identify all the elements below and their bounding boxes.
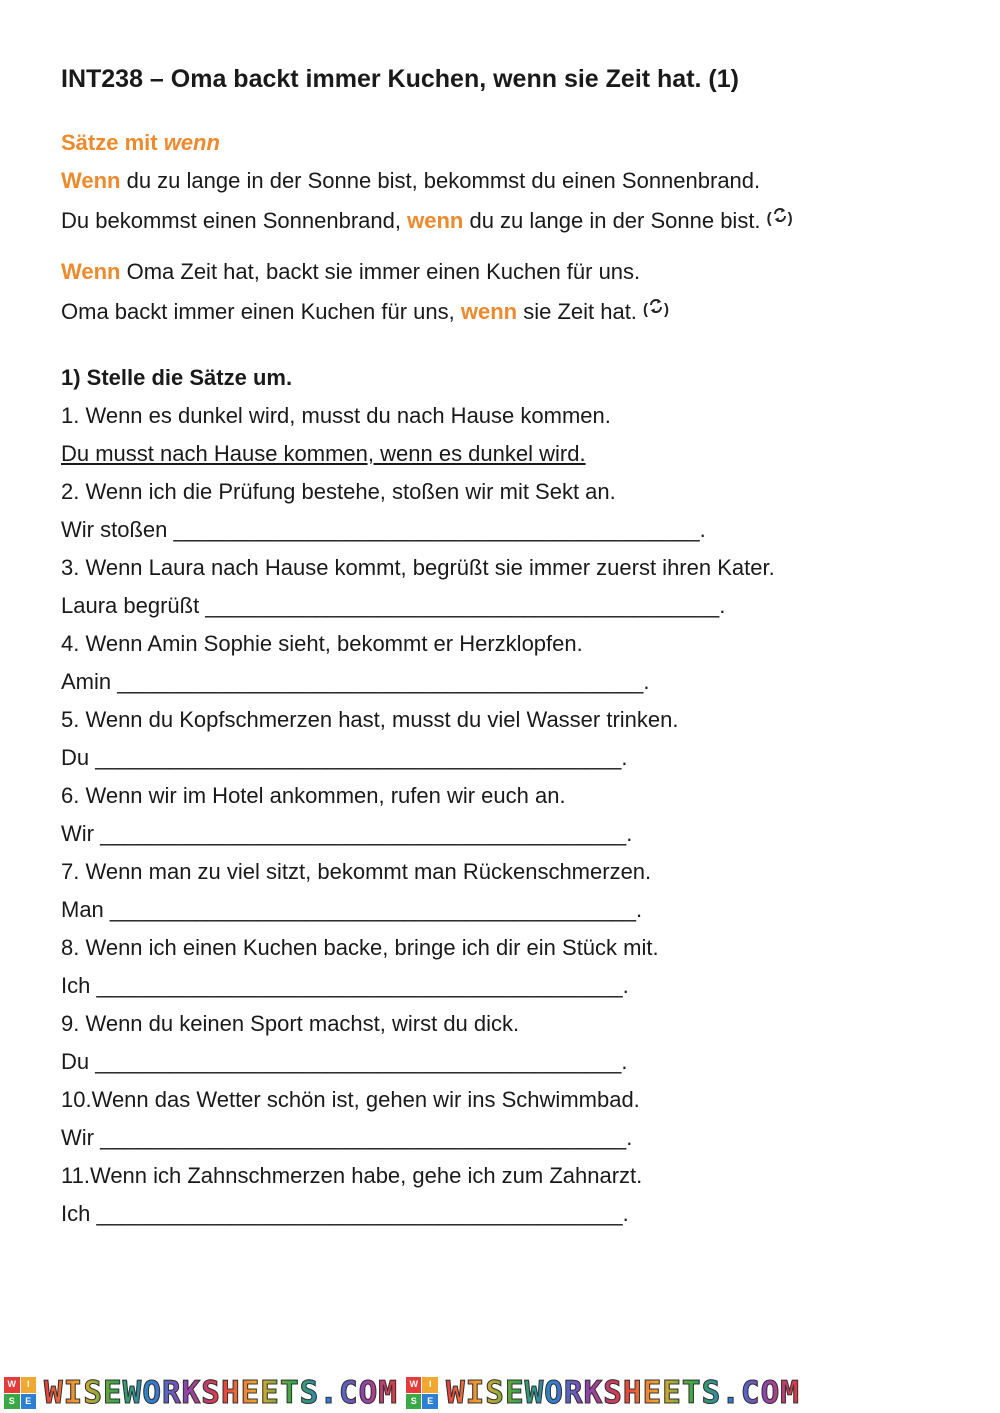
answer-line[interactable]: Ich ___________________________________________. <box>61 973 629 998</box>
sentence-text: Oma backt immer einen Kuchen für uns, <box>61 299 461 324</box>
exercise-question: 3. Wenn Laura nach Hause kommt, begrüßt sie immer zuerst ihren Kater. <box>61 555 775 580</box>
page-title: INT238 – Oma backt immer Kuchen, wenn sie Zeit hat. (1) <box>61 65 739 93</box>
answer-line[interactable]: Laura begrüßt __________________________________________. <box>61 593 726 618</box>
answer-line[interactable]: Wir ___________________________________________. <box>61 1125 633 1150</box>
exercise-question: 9. Wenn du keinen Sport machst, wirst du dick. <box>61 1011 520 1036</box>
example-answer: Du musst nach Hause kommen, wenn es dunkel wird. <box>61 441 586 466</box>
example-1-line-2 <box>61 200 961 240</box>
exercise-list <box>61 473 961 1233</box>
subtitle-word: wenn <box>163 130 220 155</box>
worksheet <box>61 60 961 1233</box>
logo-icon: W I S E <box>406 1377 438 1409</box>
exercise-question: 5. Wenn du Kopfschmerzen hast, musst du viel Wasser trinken. <box>61 707 679 732</box>
highlight-word: wenn <box>460 299 518 324</box>
exercise-question: 6. Wenn wir im Hotel ankommen, rufen wir euch an. <box>61 783 566 808</box>
section-subtitle <box>61 124 961 162</box>
exercise-question: 2. Wenn ich die Prüfung bestehe, stoßen wir mit Sekt an. <box>61 479 616 504</box>
watermark-footer <box>0 1373 1000 1413</box>
answer-line[interactable]: Wir stoßen ___________________________________________. <box>61 517 706 542</box>
answer-line[interactable]: Du ___________________________________________. <box>61 1049 628 1074</box>
task-heading: 1) Stelle die Sätze um. <box>61 365 293 390</box>
highlight-word: Wenn <box>61 168 121 193</box>
answer-line[interactable]: Man ___________________________________________. <box>61 897 643 922</box>
exercise-question: 7. Wenn man zu viel sitzt, bekommt man Rückenschmerzen. <box>61 859 652 884</box>
answer-line[interactable]: Du ___________________________________________. <box>61 745 628 770</box>
highlight-word: wenn <box>407 208 464 233</box>
answer-line[interactable]: Ich ___________________________________________. <box>61 1201 629 1226</box>
exercise-question: 8. Wenn ich einen Kuchen backe, bringe ich dir ein Stück mit. <box>61 935 659 960</box>
sentence-text: du zu lange in der Sonne bist. <box>463 208 761 233</box>
example-2-line-1 <box>61 253 961 291</box>
sentence-text: Oma Zeit hat, backt sie immer einen Kuchen für uns. <box>120 259 641 284</box>
answer-line[interactable]: Wir ___________________________________________. <box>61 821 633 846</box>
example-2-line-2 <box>61 291 961 331</box>
sentence-text: sie Zeit hat. <box>517 299 637 324</box>
swap-arrows-icon: ( ) <box>642 301 669 318</box>
logo-icon: W I S E <box>4 1377 36 1409</box>
watermark-text: WISEWORKSHEETS.COM <box>44 1375 398 1411</box>
answer-line[interactable]: Amin ___________________________________________. <box>61 669 650 694</box>
highlight-word: Wenn <box>61 259 121 284</box>
exercise-question: 10.Wenn das Wetter schön ist, gehen wir ins Schwimmbad. <box>61 1087 640 1112</box>
exercise-question: 4. Wenn Amin Sophie sieht, bekommt er Herzklopfen. <box>61 631 583 656</box>
watermark-text: WISEWORKSHEETS.COM <box>445 1375 800 1411</box>
example-sentence: 1. Wenn es dunkel wird, musst du nach Hause kommen. <box>61 403 611 428</box>
swap-arrows-icon: ( ) <box>766 210 793 227</box>
exercise-question: 11.Wenn ich Zahnschmerzen habe, gehe ich zum Zahnarzt. <box>61 1163 643 1188</box>
example-1-line-1 <box>61 162 961 200</box>
subtitle-prefix: Sätze mit <box>61 130 164 155</box>
sentence-text: Du bekommst einen Sonnenbrand, <box>61 208 408 233</box>
sentence-text: du zu lange in der Sonne bist, bekommst du einen Sonnenbrand. <box>120 168 761 193</box>
